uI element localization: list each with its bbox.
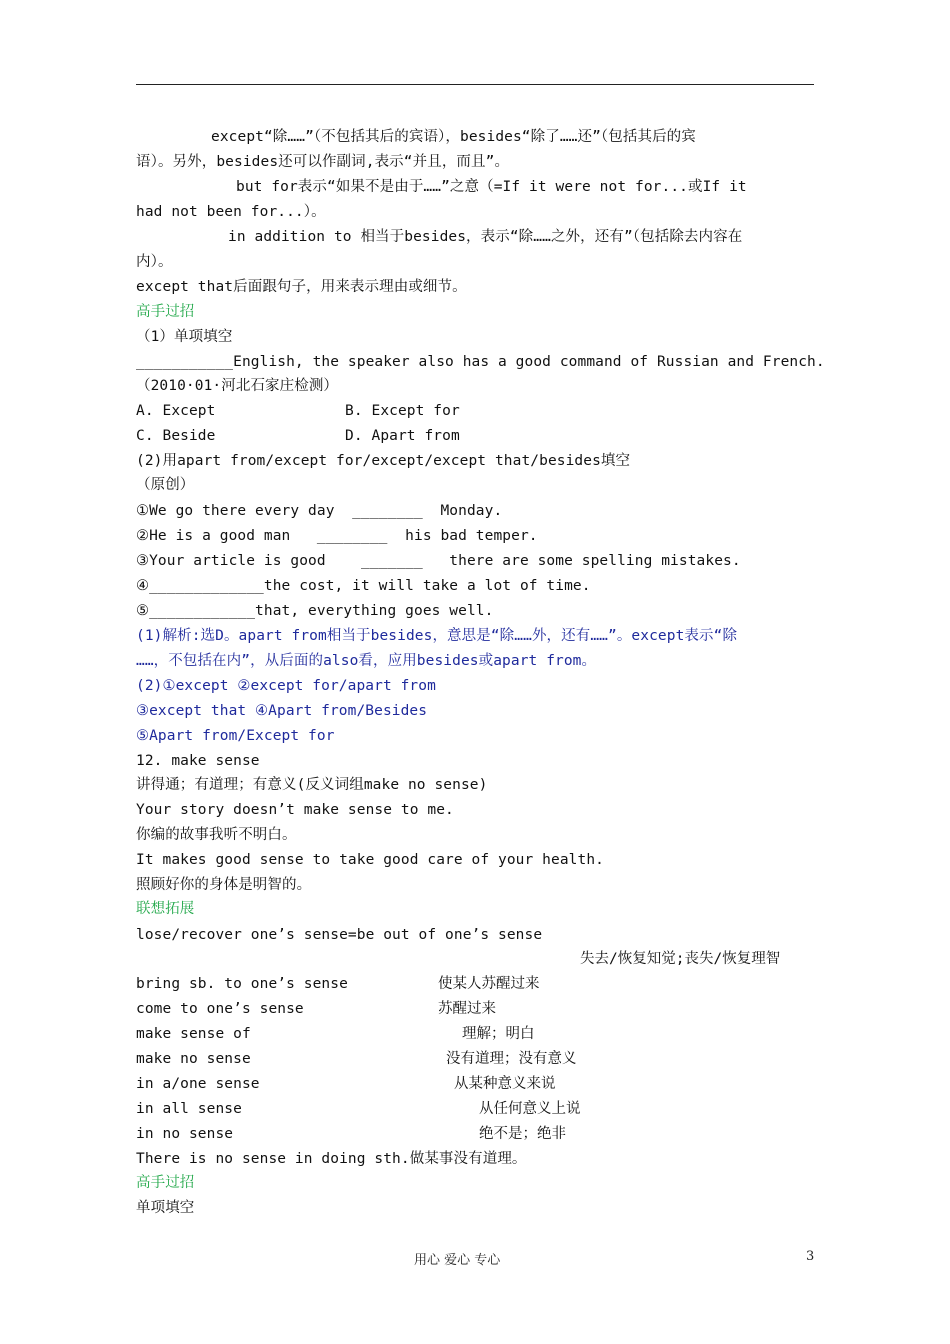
answer-line: ③except that ④Apart from/Besides — [136, 703, 428, 719]
page-number: 3 — [806, 1249, 815, 1264]
phrase: in a/one sense — [136, 1076, 260, 1092]
text-line: (2)用apart from/except for/except/except that/besides填空 — [136, 453, 631, 469]
text-line: but for表示“如果不是由于……”之意（=If it were not for...或If it — [236, 179, 747, 195]
text-line: （1）单项填空 — [136, 329, 233, 345]
phrase: come to one’s sense — [136, 1001, 304, 1017]
text-line: except“除……”（不包括其后的宾语），besides“除了……还”（包括其后的宾 — [211, 129, 696, 145]
exercise-item: ⑤____________that, everything goes well. — [136, 603, 494, 619]
text-line: 语）。另外，besides还可以作副词,表示“并且，而且”。 — [136, 154, 510, 170]
option-b: B. Except for — [345, 403, 460, 419]
question-stem: ___________English, the speaker also has a good command of Russian and French. — [136, 354, 825, 370]
exercise-item: ③Your article is good _______ there are some spelling mistakes. — [136, 553, 741, 569]
section-heading: 高手过招 — [136, 304, 195, 320]
text-line: had not been for...）。 — [136, 204, 326, 220]
phrase: lose/recover one’s sense=be out of one’s sense — [136, 927, 543, 943]
phrase: bring sb. to one’s sense — [136, 976, 348, 992]
text-line: 内）。 — [136, 254, 173, 270]
text-line: in addition to 相当于besides，表示“除……之外，还有”（包括除去内容在 — [228, 229, 743, 245]
phrase-meaning: 从任何意义上说 — [479, 1101, 581, 1117]
example-sentence: It makes good sense to take good care of your health. — [136, 852, 604, 868]
phrase: in all sense — [136, 1101, 242, 1117]
answer-line: ……，不包括在内”，从后面的also看，应用besides或apart from。 — [136, 653, 597, 669]
text-line: except that后面跟句子，用来表示理由或细节。 — [136, 279, 467, 295]
phrase-meaning: 失去/恢复知觉;丧失/恢复理智 — [580, 951, 781, 967]
answer-line: (1)解析:选D。apart from相当于besides，意思是“除……外，还有……”。except表示“除 — [136, 628, 738, 644]
phrase-meaning: 使某人苏醒过来 — [438, 976, 540, 992]
answer-line: (2)①except ②except for/apart from — [136, 678, 436, 694]
text-line: There is no sense in doing sth.做某事没有道理。 — [136, 1151, 527, 1167]
phrase-meaning: 从某种意义来说 — [454, 1076, 556, 1092]
text-line: 讲得通；有道理；有意义(反义词组make no sense) — [136, 777, 488, 793]
phrase: make sense of — [136, 1026, 251, 1042]
footer-motto: 用心 爱心 专心 — [414, 1253, 501, 1268]
example-sentence: Your story doesn’t make sense to me. — [136, 802, 454, 818]
answer-line: ⑤Apart from/Except for — [136, 728, 335, 744]
option-c: C. Beside — [136, 428, 216, 444]
exercise-item: ④_____________the cost, it will take a lot of time. — [136, 578, 591, 594]
exercise-item: ②He is a good man ________ his bad temper. — [136, 528, 538, 544]
example-translation: 照顾好你的身体是明智的。 — [136, 877, 312, 893]
phrase-meaning: 苏醒过来 — [438, 1001, 496, 1017]
section-heading: 高手过招 — [136, 1175, 195, 1191]
option-a: A. Except — [136, 403, 216, 419]
phrase-meaning: 理解；明白 — [462, 1026, 535, 1042]
source-note: （原创） — [136, 477, 195, 493]
example-translation: 你编的故事我听不明白。 — [136, 827, 297, 843]
text-line: 单项填空 — [136, 1200, 195, 1216]
entry-heading: 12. make sense — [136, 753, 260, 769]
phrase-meaning: 没有道理；没有意义 — [446, 1051, 577, 1067]
phrase-meaning: 绝不是；绝非 — [479, 1126, 566, 1142]
phrase: make no sense — [136, 1051, 251, 1067]
phrase: in no sense — [136, 1126, 234, 1142]
option-d: D. Apart from — [345, 428, 460, 444]
source-note: （2010·01·河北石家庄检测） — [136, 378, 339, 394]
section-heading: 联想拓展 — [136, 901, 195, 917]
header-rule — [136, 84, 814, 85]
exercise-item: ①We go there every day ________ Monday. — [136, 503, 503, 519]
